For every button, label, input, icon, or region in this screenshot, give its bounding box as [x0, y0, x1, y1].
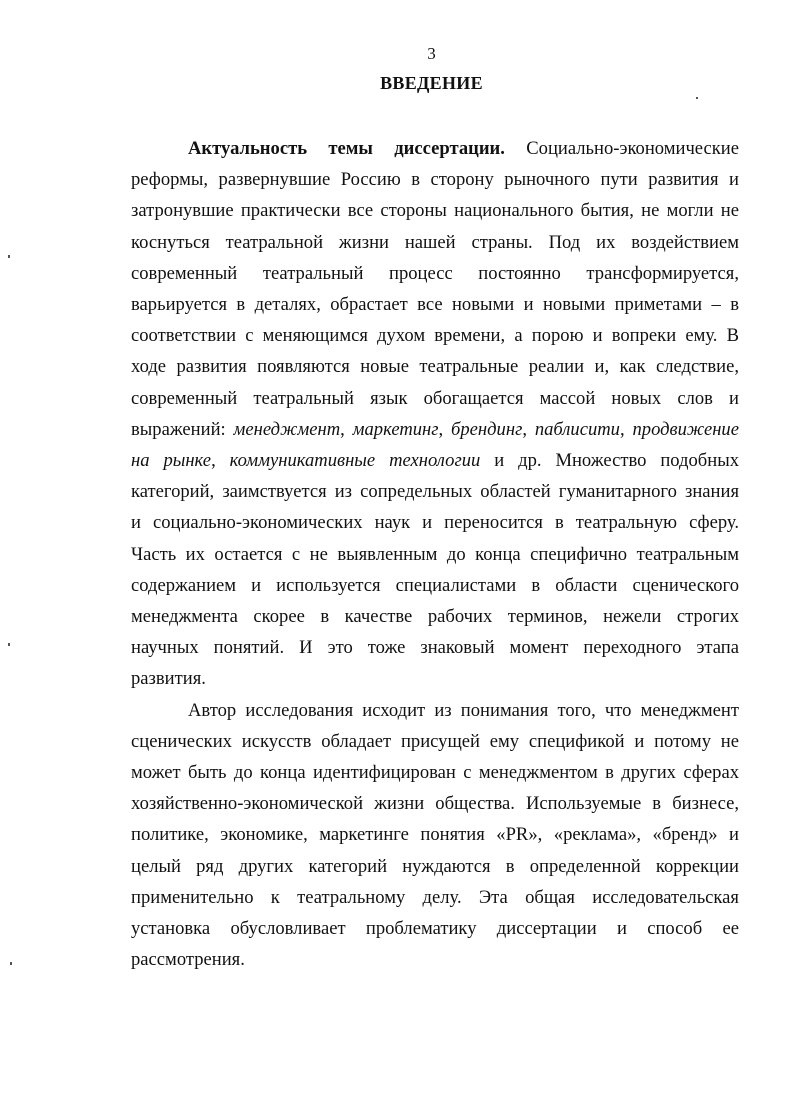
scan-speck: [8, 643, 10, 646]
text-line: политике, экономике, маркетинге понятия «PR», «реклама», «бренд» и: [131, 824, 739, 846]
text-line: выражений: менеджмент, маркетинг, брендинг, паблисити, продвижение: [131, 418, 739, 440]
text-line: менеджмента скорее в качестве рабочих терминов, нежели строгих: [131, 606, 739, 628]
term: менеджмент: [233, 418, 341, 440]
paragraph-author-approach: [131, 695, 739, 976]
scan-speck: [696, 97, 698, 99]
text-line: и социально-экономических наук и переносится в театральную сферу.: [131, 512, 739, 534]
text-line: Часть их остается с не выявленным до конца специфично театральным: [131, 543, 739, 565]
text-line: рассмотрения.: [131, 949, 245, 971]
term: брендинг: [451, 418, 523, 440]
text-line: ходе развития появляются новые театральные реалии и, как следствие,: [131, 356, 739, 378]
text-line: соответствии с меняющимся духом времени, а порою и вопреки ему. В: [131, 325, 739, 347]
text-line: на рынке, коммуникативные технологии и др. Множество подобных: [131, 450, 740, 472]
text-line: категорий, заимствуется из сопредельных областей гуманитарного знания: [131, 481, 739, 503]
text-line: Автор исследования исходит из понимания того, что менеджмент: [188, 699, 739, 721]
text-line: реформы, развернувшие Россию в сторону рыночного пути развития и: [131, 169, 739, 191]
text-line: хозяйственно-экономической жизни общества. Используемые в бизнесе,: [131, 793, 739, 815]
scan-speck: [10, 962, 12, 965]
term: маркетинг: [352, 418, 439, 440]
text-line: содержанием и используется специалистами в области сценического: [131, 574, 739, 596]
page-number: 3: [427, 44, 436, 63]
text-line: коснуться театральной жизни нашей страны. Под их воздействием: [131, 231, 739, 253]
section-heading: ВВЕДЕНИЕ: [380, 73, 483, 93]
text-line: Актуальность темы диссертации. Социально-экономические: [188, 138, 740, 159]
text-line: развития.: [131, 668, 206, 690]
text-line: сценических искусств обладает присущей ему спецификой и потому не: [131, 730, 739, 752]
text-line: современный театральный язык обогащается массой новых слов и: [131, 387, 739, 409]
term: коммуникативные технологии: [229, 450, 481, 472]
paragraph-relevance: [131, 133, 739, 695]
relevance-lead: Актуальность темы диссертации.: [188, 138, 505, 159]
text-line: варьируется в деталях, обрастает все новыми и новыми приметами – в: [131, 294, 739, 316]
text-line: современный театральный процесс постоянно трансформируется,: [131, 262, 739, 284]
text-line: научных понятий. И это тоже знаковый момент переходного этапа: [131, 637, 739, 659]
text-line: может быть до конца идентифицирован с менеджментом в других сферах: [131, 762, 739, 784]
body-text: [131, 133, 739, 975]
term: на рынке: [131, 450, 212, 472]
scan-speck: [8, 255, 10, 258]
text-line: применительно к театральному делу. Эта общая исследовательская: [131, 886, 739, 908]
text-line: установка обусловливает проблематику диссертации и способ ее: [131, 918, 739, 940]
text-line: затронувшие практически все стороны национального бытия, не могли не: [131, 200, 739, 222]
term: продвижение: [632, 418, 739, 440]
term: паблисити: [534, 418, 620, 440]
text-line: целый ряд других категорий нуждаются в определенной коррекции: [131, 855, 739, 877]
